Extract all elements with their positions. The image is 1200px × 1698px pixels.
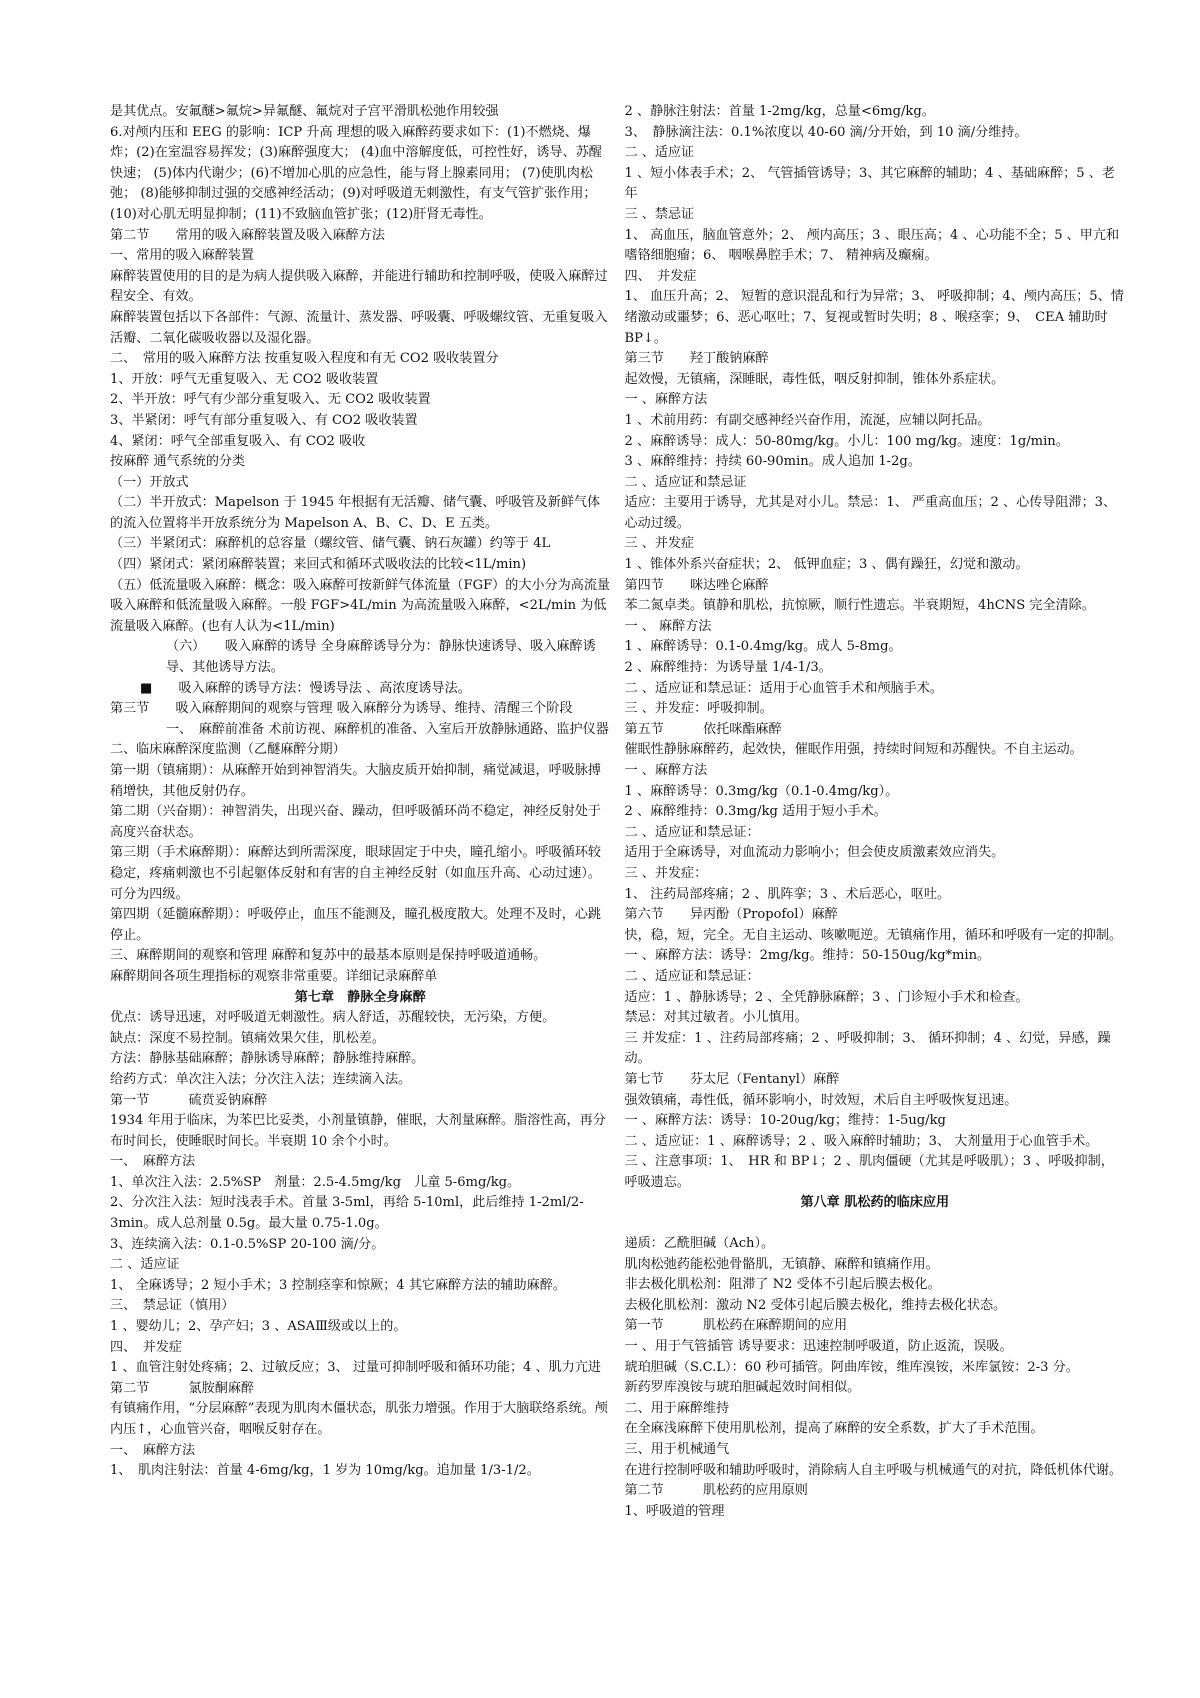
text-paragraph: 1 、短小体表手术；2、 气管插管诱导；3、其它麻醉的辅助；4 、基础麻醉；5 、老年 (624, 165, 1115, 202)
text-paragraph: 三 并发症：1 、注药局部疼痛；2 、呼吸抑制；3、 循环抑制；4 、幻觉，异感，躁动。 (624, 1030, 1111, 1067)
text-paragraph: 三 、注意事项：1、 HR 和 BP↓；2 、肌肉僵硬（尤其是呼吸肌）；3 、呼吸抑制，呼吸遗忘。 (624, 1154, 1114, 1190)
text-paragraph: 给药方式：单次注入法；分次注入法；连续滴入法。 (110, 1071, 412, 1087)
text-paragraph: 第四节 咪达唑仑麻醉 (624, 577, 769, 593)
text-paragraph: 2 、麻醉诱导：成人：50-80mg/kg。小儿：100 mg/kg。速度：1g/min。 (624, 433, 1069, 449)
text-paragraph: 三、 禁忌证（慎用） (110, 1298, 235, 1314)
text-paragraph: 第二节 肌松药的应用原则 (624, 1483, 808, 1499)
right-column (625, 102, 1126, 1522)
text-paragraph: 1、 高血压，脑血管意外；2、 颅内高压；3 、眼压高；4 、心功能不全；5 、甲亢和嗜铬细胞瘤；6、 咽喉鼻腔手术；7、 精神病及癫痫。 (624, 227, 1120, 264)
text-paragraph: 在全麻浅麻醉下使用肌松剂，提高了麻醉的安全系数，扩大了手术范围。 (624, 1421, 1044, 1437)
text-paragraph: 1 、锥体外系兴奋症状；2、 低钾血症；3 、偶有躁狂，幻觉和激动。 (624, 557, 1029, 573)
text-paragraph: 4、紧闭：呼气全部重复吸入、有 CO2 吸收 (110, 433, 366, 449)
text-paragraph: 第五节 依托咪酯麻醉 (624, 721, 782, 737)
text-paragraph: 麻醉装置包括以下各部件：气源、流量计、蒸发器、呼吸囊、呼吸螺纹管、无重复吸入活瓣、二氧化碳吸收器以及湿化器。 (110, 309, 608, 346)
text-paragraph: 第一期（镇痛期）：从麻醉开始到神智消失。大脑皮质开始抑制，痛觉减退，呼吸脉搏稍增快，其他反射仍存。 (110, 763, 602, 799)
text-paragraph: 二、临床麻醉深度监测（乙醚麻醉分期） (110, 742, 346, 758)
text-paragraph: 麻醉装置使用的目的是为病人提供吸入麻醉，并能进行辅助和控制呼吸，使吸入麻醉过程安全、有效。 (110, 268, 608, 305)
text-paragraph: 三、麻醉期间的观察和管理 麻醉和复苏中的最基本原则是保持呼吸道通畅。 (110, 948, 547, 964)
text-paragraph: 第三期（手术麻醉期）：麻醉达到所需深度，眼球固定于中央，瞳孔缩小。呼吸循环较稳定，疼痛刺激也不引起躯体反射和有害的自主神经反射（如血压升高、心动过速）。可分为四级。 (110, 845, 602, 902)
text-paragraph: 适应：主要用于诱导，尤其是对小儿。禁忌：1、 严重高血压；2 、心传导阻滞；3、 心动过缓。 (624, 495, 1117, 531)
text-paragraph: 一 、麻醉方法：诱导：10-20ug/kg；维持：1-5ug/kg (624, 1113, 946, 1129)
text-paragraph: 一 、麻醉方法：诱导：2mg/kg。维持：50-150ug/kg*min。 (624, 948, 991, 964)
left-column (110, 102, 611, 1482)
text-paragraph: （六） 吸入麻醉的诱导 全身麻醉诱导分为：静脉快速诱导、吸入麻醉诱导、其他诱导方法。 (166, 639, 596, 676)
text-paragraph: 非去极化肌松剂：阻滞了 N2 受体不引起后膜去极化。 (624, 1277, 941, 1293)
text-paragraph: 一、 麻醉方法 (110, 1154, 196, 1170)
text-paragraph: 1、开放：呼气无重复吸入、无 CO2 吸收装置 (110, 371, 379, 387)
text-paragraph: 1 、麻醉诱导：0.1-0.4mg/kg。成人 5-8mg。 (624, 639, 902, 655)
text-paragraph: 6.对颅内压和 EEG 的影响：ICP 升高 理想的吸入麻醉药要求如下：(1)不燃烧、爆炸；(2)在室温容易挥发；(3)麻醉强度大； (4)血中溶解度低，可控性好，诱导、苏醒快速； (5)体内代谢少；(6)不增加心肌的应急性，能与肾上腺素同用； (7)使肌肉松弛； (8)能够抑制过强的交感神经活动；(9)对呼吸道无刺激性，有支气管扩张作用；(10)对心肌无明显抑制；(11)不致脑血管扩张；(12)肝肾无毒性。 (110, 124, 602, 222)
text-paragraph: 四、 并发症 (624, 268, 697, 284)
text-paragraph: （二）半开放式：Mapelson 于 1945 年根据有无活瓣、储气囊、呼吸管及新鲜气体的流入位置将半开放系统分为 Mapelson A、B、C、D、E 五类。 (110, 495, 601, 531)
text-paragraph: 肌肉松弛药能松弛骨骼肌，无镇静、麻醉和镇痛作用。 (624, 1256, 939, 1272)
text-paragraph: 三、用于机械通气 (624, 1442, 730, 1457)
text-paragraph: 二 、适应证和禁忌证： (624, 824, 760, 840)
text-paragraph: 适应：1 、静脉诱导；2 、全凭静脉麻醉；3 、门诊短小手术和检查。 (624, 989, 1029, 1005)
text-paragraph: 1、单次注入法：2.5%SP 剂量：2.5-4.5mg/kg 儿童 5-6mg/kg。 (110, 1174, 521, 1190)
chapter-heading: 第八章 肌松药的临床应用 (800, 1195, 950, 1211)
text-paragraph: 适用于全麻诱导，对血流动力影响小；但会使皮质激素效应消失。 (624, 845, 1005, 861)
text-paragraph: 2 、麻醉维持：为诱导量 1/4-1/3。 (624, 660, 832, 676)
text-paragraph: 有镇痛作用，“分层麻醉”表现为肌肉木僵状态，肌张力增强。作用于大脑联络系统。颅内压↑，心血管兴奋，咽喉反射存在。 (110, 1401, 608, 1437)
text-paragraph: 三 、并发症：呼吸抑制。 (624, 701, 773, 717)
text-paragraph: （五）低流量吸入麻醉：概念：吸入麻醉可按新鲜气体流量（FGF）的大小分为高流量吸入麻醉和低流量吸入麻醉。一般 FGF>4L/min 为高流量吸入麻醉，<2L/min 为低流量吸入麻醉。(也有人认为<1L/min) (110, 577, 611, 634)
text-paragraph: 3、半紧闭：呼气有部分重复吸入、有 CO2 吸收装置 (110, 412, 418, 428)
text-paragraph: （四）紧闭式：紧闭麻醉装置；来回式和循环式吸收法的比较<1L/min) (110, 557, 527, 573)
text-paragraph: 1、 注药局部疼痛；2 、肌阵挛；3 、术后恶心，呕吐。 (624, 886, 951, 902)
text-paragraph: 3、连续滴入法：0.1-0.5%SP 20-100 滴/分。 (110, 1236, 385, 1252)
text-paragraph: 起效慢，无镇痛，深睡眠，毒性低，咽反射抑制，锥体外系症状。 (624, 371, 1005, 387)
text-paragraph: 二 、适应证 (624, 145, 695, 161)
text-paragraph: 是其优点。安氟醚>氟烷>异氟醚、氟烷对子宫平滑肌松弛作用较强 (110, 104, 499, 119)
text-paragraph: 三 、禁忌证 (624, 206, 695, 222)
text-paragraph: 1、呼吸道的管理 (624, 1503, 725, 1519)
text-paragraph: 2、分次注入法：短时浅表手术。首量 3-5ml，再给 5-10ml，此后维持 1-2ml/2-3min。成人总剂量 0.5g。最大量 0.75-1.0g。 (110, 1195, 584, 1232)
text-paragraph: 3、 静脉滴注法：0.1%浓度以 40-60 滴/分开始，到 10 滴/分维持。 (624, 124, 1028, 140)
chapter-heading: 第七章 静脉全身麻醉 (294, 989, 426, 1005)
text-paragraph: 二、 常用的吸入麻醉方法 按重复吸入程度和有无 CO2 吸收装置分 (110, 351, 499, 367)
text-paragraph: 1 、婴幼儿；2、孕产妇；3 、ASAⅢ级或以上的。 (110, 1319, 407, 1335)
text-paragraph: 按麻醉 通气系统的分类 (110, 454, 246, 470)
text-paragraph: 二、用于麻醉维持 (624, 1400, 730, 1416)
text-paragraph: 优点：诱导迅速，对呼吸道无刺激性。病人舒适，苏醒较快，无污染，方便。 (110, 1010, 556, 1026)
text-paragraph: 快，稳，短，完全。无自主运动、咳嗽呃逆。无镇痛作用，循环和呼吸有一定的抑制。 (624, 927, 1123, 943)
text-paragraph: 1 、血管注射处疼痛；2、过敏反应；3、 过量可抑制呼吸和循环功能；4 、肌力亢进 (110, 1360, 601, 1376)
text-paragraph: 禁忌：对其过敏者。小儿慎用。 (624, 1010, 808, 1026)
text-paragraph: 苯二氮卓类。镇静和肌松，抗惊厥，顺行性遗忘。半衰期短，4hCNS 完全清除。 (624, 598, 1095, 614)
text-paragraph: ■ 吸入麻醉的诱导方法：慢诱导法 、高浓度诱导法。 (140, 680, 471, 696)
two-column-body (110, 102, 1125, 1522)
text-paragraph: 一 、麻醉方法 (624, 392, 708, 408)
text-paragraph: （一）开放式 (110, 474, 189, 490)
text-paragraph: 一、 麻醉方法 (110, 1442, 196, 1458)
text-paragraph: 第二节 常用的吸入麻醉装置及吸入麻醉方法 (110, 227, 385, 243)
blank-line (625, 1214, 1126, 1234)
text-paragraph: 一 、麻醉方法 (624, 763, 708, 778)
text-paragraph: 1934 年用于临床，为苯巴比妥类，小剂量镇静，催眠，大剂量麻醉。脂溶性高，再分布时间长，使睡眠时间长。半衰期 10 余个小时。 (110, 1113, 606, 1149)
text-paragraph: 一 、 麻醉方法 (624, 618, 712, 634)
text-paragraph: 催眠性静脉麻醉药，起效快，催眠作用强，持续时间短和苏醒快。不自主运动。 (624, 742, 1083, 758)
text-paragraph: 2 、静脉注射法：首量 1-2mg/kg，总量<6mg/kg。 (624, 104, 935, 119)
text-paragraph: 一、 麻醉前准备 术前访视、麻醉机的准备、入室后开放静脉通路、监护仪器 (166, 721, 609, 737)
text-paragraph: 缺点：深度不易控制。镇痛效果欠佳，肌松差。 (110, 1030, 385, 1046)
text-paragraph: 二 、适应证 (110, 1257, 180, 1273)
text-paragraph: 二 、适应证和禁忌证： (624, 968, 760, 984)
text-paragraph: 去极化肌松剂：激动 N2 受体引起后膜去极化，维持去极化状态。 (624, 1297, 1007, 1313)
text-paragraph: 强效镇痛，毒性低，循环影响小，时效短，术后自主呼吸恢复迅速。 (624, 1092, 1018, 1108)
text-paragraph: 一、常用的吸入麻醉装置 (110, 248, 255, 264)
text-paragraph: 3 、麻醉维持：持续 60-90min。成人追加 1-2g。 (624, 454, 921, 470)
text-paragraph: 四、 并发症 (110, 1339, 183, 1355)
text-paragraph: 1 、麻醉诱导：0.3mg/kg（0.1-0.4mg/kg）。 (624, 783, 899, 799)
text-paragraph: 1 、术前用药：有副交感神经兴奋作用，流涎，应辅以阿托品。 (624, 412, 991, 428)
text-paragraph: 递质：乙酰胆碱（Ach）。 (624, 1236, 775, 1252)
text-paragraph: 三 、并发症： (624, 865, 708, 881)
text-paragraph: 第三节 羟丁酸钠麻醉 (624, 351, 769, 367)
text-paragraph: 第四期（延髓麻醉期）：呼吸停止，血压不能测及，瞳孔极度散大。处理不及时，心跳停止。 (110, 907, 602, 943)
text-paragraph: （三）半紧闭式：麻醉机的总容量（螺纹管、储气囊、钠石灰罐）约等于 4L (110, 536, 551, 552)
text-paragraph: 三 、并发症 (624, 536, 695, 552)
text-paragraph: 新药罗库溴铵与琥珀胆碱起效时间相似。 (624, 1380, 861, 1396)
text-paragraph: 二 、适应证和禁忌证：适用于心血管手术和颅脑手术。 (624, 680, 943, 696)
text-paragraph: 一 、用于气管插管 诱导要求：迅速控制呼吸道，防止返流，误吸。 (624, 1339, 1013, 1355)
text-paragraph: 第二期（兴奋期）：神智消失，出现兴奋、躁动，但呼吸循环尚不稳定，神经反射处于高度兴奋状态。 (110, 804, 602, 840)
text-paragraph: 二 、适应证和禁忌证 (624, 474, 747, 490)
text-paragraph: 第一节 硫贲妥钠麻醉 (110, 1092, 268, 1108)
text-paragraph: 第六节 异丙酚（Propofol）麻醉 (624, 907, 838, 923)
text-paragraph: 麻醉期间各项生理指标的观察非常重要。详细记录麻醉单 (110, 968, 438, 984)
text-paragraph: 2 、麻醉维持：0.3mg/kg 适用于短小手术。 (624, 804, 887, 820)
text-paragraph: 1、 全麻诱导；2 短小手术；3 控制痉挛和惊厥；4 其它麻醉方法的辅助麻醉。 (110, 1277, 566, 1293)
text-paragraph: 1、 血压升高；2、 短暂的意识混乱和行为异常；3、 呼吸抑制；4、颅内高压；5、情绪激动或噩梦；6、恶心呕吐；7、复视或暂时失明；8 、喉痉挛；9、 CEA 辅助时 BP↓。 (624, 289, 1124, 346)
text-paragraph: 第二节 氯胺酮麻醉 (110, 1380, 255, 1396)
text-paragraph: 第一节 肌松药在麻醉期间的应用 (624, 1318, 848, 1334)
text-paragraph: 方法：静脉基础麻醉；静脉诱导麻醉；静脉维持麻醉。 (110, 1051, 425, 1067)
text-paragraph: 第七节 芬太尼（Fentanyl）麻醉 (624, 1071, 840, 1087)
text-paragraph: 琥珀胆碱（S.C.L）：60 秒可插管。阿曲库铵，维库溴铵，米库氯铵：2-3 分。 (624, 1359, 1079, 1375)
text-paragraph: 1、 肌肉注射法：首量 4-6mg/kg，1 岁为 10mg/kg。追加量 1/3-1/2。 (110, 1463, 540, 1479)
text-paragraph: 2、半开放：呼气有少部分重复吸入、无 CO2 吸收装置 (110, 392, 431, 408)
text-paragraph: 二 、适应证：1 、麻醉诱导；2 、吸入麻醉时辅助；3、 大剂量用于心血管手术。 (624, 1133, 1099, 1149)
text-paragraph: 第三节 吸入麻醉期间的观察与管理 吸入麻醉分为诱导、维持、清醒三个阶段 (110, 701, 573, 717)
text-paragraph: 在进行控制呼吸和辅助呼吸时，消除病人自主呼吸与机械通气的对抗，降低机体代谢。 (624, 1462, 1123, 1478)
